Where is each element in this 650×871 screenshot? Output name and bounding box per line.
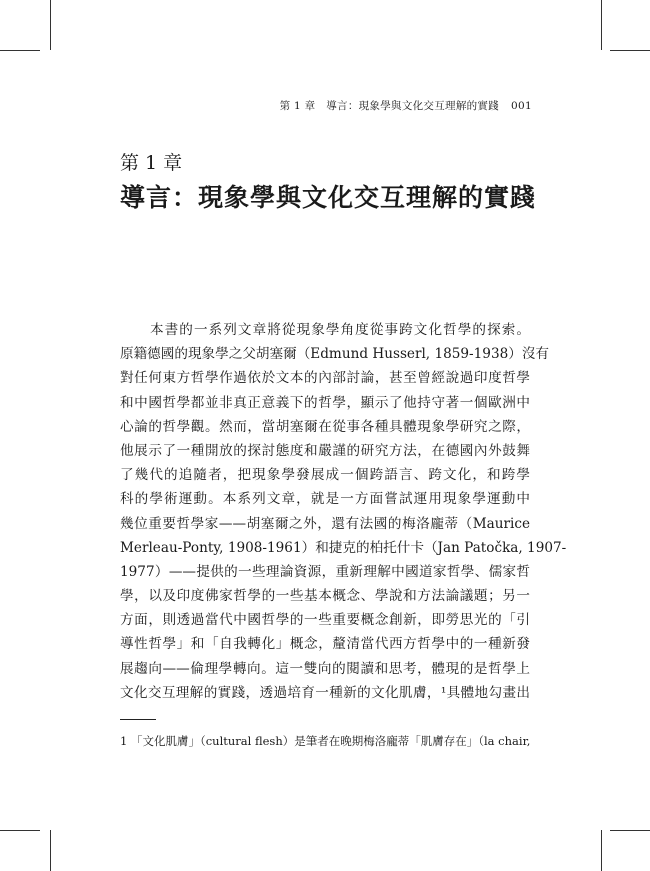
body-line: Merleau-Ponty, 1908-1961）和捷克的柏托什卡（Jan Patočka, 1907- [120, 539, 567, 556]
body-line: 幾位重要哲學家——胡塞爾之外，還有法國的梅洛龐蒂（Maurice [120, 515, 530, 532]
crop-mark-top-right [601, 0, 602, 50]
crop-mark-bottom-left [50, 830, 51, 871]
body-line: 本書的一系列文章將從現象學角度從事跨文化哲學的探索。 [150, 322, 530, 338]
body-line: 1977）——提供的一些理論資源，重新理解中國道家哲學、儒家哲 [120, 563, 530, 580]
body-line: 原籍德國的現象學之父胡塞爾（Edmund Husserl, 1859-1938）沒有 [120, 346, 550, 363]
crop-mark-bottom-right-h [610, 830, 650, 831]
body-line: 他展示了一種開放的探討態度和嚴謹的研究方法，在德國內外鼓舞 [120, 442, 530, 459]
crop-mark-bottom-left-h [0, 830, 40, 831]
body-line: 文化交互理解的實踐，透過培育一種新的文化肌膚，¹具體地勾畫出 [120, 684, 530, 701]
body-text [120, 318, 567, 705]
footnote: 1 「文化肌膚」（cultural flesh）是筆者在晚期梅洛龐蒂「肌膚存在」（la chair, [120, 734, 531, 748]
body-line: 導性哲學」和「自我轉化」概念，釐清當代西方哲學中的一種新發 [120, 636, 530, 653]
crop-mark-top-left-h [0, 50, 40, 51]
body-line: 科的學術運動。本系列文章，就是一方面嘗試運用現象學運動中 [120, 491, 530, 508]
crop-mark-top-right-h [610, 50, 650, 51]
body-line: 方面，則透過當代中國哲學的一些重要概念創新，即勞思光的「引 [120, 612, 530, 629]
body-line: 和中國哲學都並非真正意義下的哲學，顯示了他持守著一個歐洲中 [120, 394, 530, 411]
crop-mark-top-left [50, 0, 51, 50]
crop-mark-bottom-right [601, 830, 602, 871]
body-line: 展趨向——倫理學轉向。這一雙向的閱讀和思考，體現的是哲學上 [120, 660, 530, 677]
body-line: 了幾代的追隨者，把現象學發展成一個跨語言、跨文化，和跨學 [120, 467, 530, 484]
running-head-text: 第 1 章 導言：現象學與文化交互理解的實踐 [279, 100, 500, 112]
chapter-label: 第 1 章 [120, 152, 183, 174]
running-head [280, 98, 532, 113]
body-line: 心論的哲學觀。然而，當胡塞爾在從事各種具體現象學研究之際， [120, 418, 530, 435]
footnote-rule [120, 719, 156, 720]
page-number: 001 [511, 100, 532, 112]
chapter-title: 導言：現象學與文化交互理解的實踐 [120, 183, 537, 212]
body-line: 學，以及印度佛家哲學的一些基本概念、學說和方法論議題；另一 [120, 588, 530, 605]
body-line: 對任何東方哲學作過依於文本的內部討論，甚至曾經說過印度哲學 [120, 370, 530, 387]
